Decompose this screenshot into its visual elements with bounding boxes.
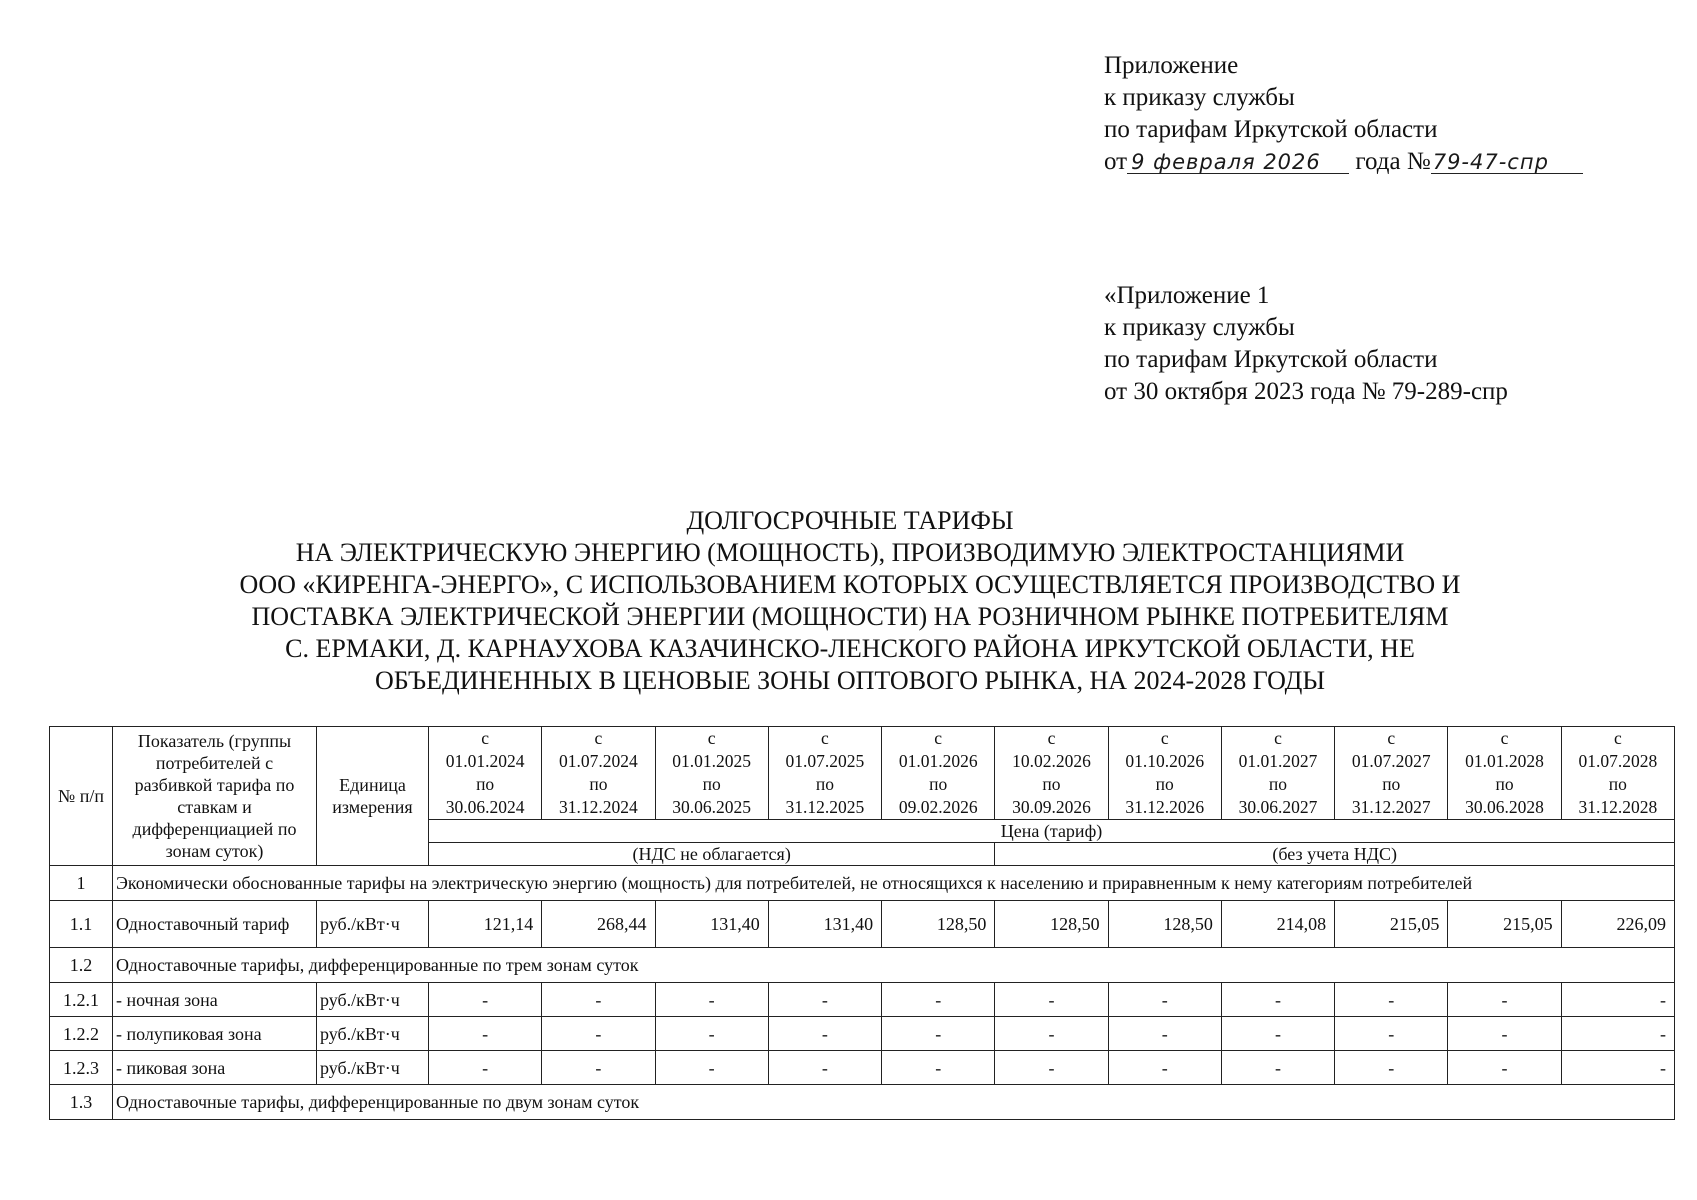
period-to-word: по	[476, 774, 495, 794]
tariff-value-cell: -	[1561, 983, 1674, 1017]
tariff-value-cell: 131,40	[655, 901, 768, 948]
row-unit: руб./кВт·ч	[317, 901, 429, 948]
tariff-value-cell: 215,05	[1335, 901, 1448, 948]
period-from-word: с	[1160, 728, 1169, 748]
row-label: - полупиковая зона	[113, 1017, 317, 1051]
appendix-header	[1104, 50, 1583, 178]
title-line: ОБЪЕДИНЕННЫХ В ЦЕНОВЫЕ ЗОНЫ ОПТОВОГО РЫНКА, НА 2024-2028 ГОДЫ	[375, 666, 1325, 695]
period-to-word: по	[815, 774, 834, 794]
vat-excluded-label: (без учета НДС)	[995, 843, 1675, 866]
tariff-value-cell: 121,14	[429, 901, 542, 948]
row-num: 1.3	[50, 1085, 113, 1120]
period-header	[768, 727, 881, 820]
tariff-value-cell: -	[542, 1017, 655, 1051]
tariff-value-cell: 215,05	[1448, 901, 1561, 948]
period-to-word: по	[1042, 774, 1061, 794]
period-from-word: с	[934, 728, 943, 748]
period-header	[429, 727, 542, 820]
period-from: 01.01.2027	[1238, 751, 1318, 771]
period-from: 01.01.2024	[445, 751, 525, 771]
period-to-word: по	[1155, 774, 1174, 794]
tariff-value-cell: -	[995, 983, 1108, 1017]
tariff-value-cell: -	[882, 983, 995, 1017]
table-row	[50, 948, 1675, 983]
period-from: 01.01.2026	[898, 751, 978, 771]
tariff-value-cell: -	[655, 983, 768, 1017]
tariff-value-cell: 226,09	[1561, 901, 1674, 948]
tariff-value-cell: -	[768, 1017, 881, 1051]
col-header-unit: Единица измерения	[317, 727, 429, 866]
period-to-word: по	[1268, 774, 1288, 794]
tariff-value-cell: -	[429, 983, 542, 1017]
tariff-value-cell: -	[1335, 1051, 1448, 1085]
tariff-value-cell: 128,50	[882, 901, 995, 948]
row-num: 1.1	[50, 901, 113, 948]
period-to-word: по	[1608, 774, 1627, 794]
tariff-value-cell: -	[1108, 1017, 1221, 1051]
section-title: Одноставочные тарифы, дифференцированные по трем зонам суток	[113, 948, 1675, 983]
row-label: - пиковая зона	[113, 1051, 317, 1085]
period-from: 01.01.2025	[672, 751, 752, 771]
period-header	[1561, 727, 1674, 820]
tariff-value-cell: -	[1335, 1017, 1448, 1051]
period-from: 01.07.2024	[559, 751, 638, 771]
title-line: ООО «КИРЕНГА-ЭНЕРГО», С ИСПОЛЬЗОВАНИЕМ КОТОРЫХ ОСУЩЕСТВЛЯЕТСЯ ПРОИЗВОДСТВО И	[239, 570, 1461, 599]
tariff-value-cell: -	[768, 983, 881, 1017]
tariff-value-cell: -	[655, 1017, 768, 1051]
period-to: 30.06.2027	[1238, 797, 1318, 817]
title-line: НА ЭЛЕКТРИЧЕСКУЮ ЭНЕРГИЮ (МОЩНОСТЬ), ПРОИЗВОДИМУЮ ЭЛЕКТРОСТАНЦИЯМИ	[295, 538, 1405, 567]
period-to: 30.06.2025	[672, 797, 752, 817]
tariff-value-cell: -	[429, 1051, 542, 1085]
table-row	[50, 1085, 1675, 1120]
period-from: 01.07.2028	[1578, 751, 1658, 771]
appendix1-header	[1104, 280, 1508, 408]
tariff-value-cell: -	[1221, 983, 1334, 1017]
row-num: 1	[50, 866, 113, 901]
period-from: 01.01.2028	[1465, 751, 1544, 771]
tariff-value-cell: -	[429, 1017, 542, 1051]
table-row	[50, 866, 1675, 901]
section-title: Одноставочные тарифы, дифференцированные по двум зонам суток	[113, 1085, 1675, 1120]
period-header	[1221, 727, 1334, 820]
tariff-value-cell: 128,50	[995, 901, 1108, 948]
title-line: С. ЕРМАКИ, Д. КАРНАУХОВА КАЗАЧИНСКО-ЛЕНСКОГО РАЙОНА ИРКУТСКОЙ ОБЛАСТИ, НЕ	[285, 634, 1415, 663]
section-title: Экономически обоснованные тарифы на электрическую энергию (мощность) для потребителей, не относящихся к населению и приравненным к нему категориям потребителей	[113, 866, 1675, 901]
row-unit: руб./кВт·ч	[317, 983, 429, 1017]
period-header	[882, 727, 995, 820]
date-prefix: от	[1104, 148, 1128, 175]
period-from-word: с	[594, 728, 603, 748]
tariff-value-cell: -	[542, 1051, 655, 1085]
tariff-value-cell: -	[1561, 1051, 1674, 1085]
table-row	[50, 1017, 1675, 1051]
appendix-line: по тарифам Иркутской области	[1104, 116, 1438, 143]
period-to-word: по	[702, 774, 721, 794]
period-from: 10.02.2026	[1012, 751, 1091, 771]
period-to: 31.12.2028	[1578, 797, 1658, 817]
period-from-word: с	[1274, 728, 1282, 748]
period-to: 30.06.2024	[445, 797, 525, 817]
handwritten-date: 9 февраля 2026	[1127, 151, 1349, 174]
tariff-value-cell: 131,40	[768, 901, 881, 948]
handwritten-order-number: 79-47-спр	[1431, 151, 1583, 174]
period-to: 31.12.2026	[1125, 797, 1205, 817]
table-header-row	[50, 727, 1675, 820]
period-from: 01.10.2026	[1125, 751, 1205, 771]
row-unit: руб./кВт·ч	[317, 1051, 429, 1085]
vat-exempt-label: (НДС не облагается)	[429, 843, 995, 866]
period-header	[1108, 727, 1221, 820]
period-to: 31.12.2024	[559, 797, 638, 817]
row-num: 1.2.2	[50, 1017, 113, 1051]
period-to: 31.12.2027	[1351, 797, 1431, 817]
period-from-word: с	[821, 728, 829, 748]
tariff-value-cell: -	[882, 1051, 995, 1085]
period-to: 09.02.2026	[898, 797, 978, 817]
row-num: 1.2.3	[50, 1051, 113, 1085]
document-title	[40, 505, 1660, 697]
tariff-value-cell: 214,08	[1221, 901, 1334, 948]
period-from-word: с	[1047, 728, 1056, 748]
period-from-word: с	[481, 728, 490, 748]
col-header-num: № п/п	[50, 727, 113, 866]
tariff-value-cell: -	[655, 1051, 768, 1085]
period-header	[1335, 727, 1448, 820]
tariff-value-cell: -	[995, 1051, 1108, 1085]
period-header	[542, 727, 655, 820]
period-header	[995, 727, 1108, 820]
period-to: 30.09.2026	[1012, 797, 1091, 817]
date-mid: года №	[1355, 148, 1431, 175]
tariff-value-cell: -	[995, 1017, 1108, 1051]
row-label: - ночная зона	[113, 983, 317, 1017]
tariff-value-cell: -	[882, 1017, 995, 1051]
period-from-word: с	[1613, 728, 1622, 748]
row-unit: руб./кВт·ч	[317, 1017, 429, 1051]
appendix1-line: «Приложение 1	[1104, 282, 1270, 309]
tariff-value-cell: -	[1561, 1017, 1674, 1051]
row-label: Одноставочный тариф	[113, 901, 317, 948]
period-to: 31.12.2025	[785, 797, 865, 817]
period-from-word: с	[1500, 728, 1509, 748]
period-from: 01.07.2025	[785, 751, 865, 771]
period-from-word: с	[707, 728, 716, 748]
row-num: 1.2	[50, 948, 113, 983]
tariff-value-cell: -	[1448, 1051, 1561, 1085]
period-to-word: по	[1382, 774, 1401, 794]
tariff-value-cell: -	[1108, 1051, 1221, 1085]
appendix-line: Приложение	[1104, 52, 1239, 79]
tariff-value-cell: -	[1108, 983, 1221, 1017]
tariff-value-cell: -	[768, 1051, 881, 1085]
tariff-value-cell: -	[1448, 983, 1561, 1017]
period-to-word: по	[589, 774, 608, 794]
tariff-value-cell: -	[1221, 1051, 1334, 1085]
period-header	[1448, 727, 1561, 820]
tariff-value-cell: 128,50	[1108, 901, 1221, 948]
appendix1-line: к приказу службы	[1104, 314, 1295, 341]
period-to-word: по	[929, 774, 948, 794]
tariff-value-cell: 268,44	[542, 901, 655, 948]
period-from: 01.07.2027	[1351, 751, 1431, 771]
table-row	[50, 901, 1675, 948]
period-from-word: с	[1387, 728, 1396, 748]
period-header	[655, 727, 768, 820]
table-row	[50, 983, 1675, 1017]
title-line: ДОЛГОСРОЧНЫЕ ТАРИФЫ	[686, 506, 1014, 535]
tariff-table	[49, 726, 1675, 1120]
col-header-indicator: Показатель (группы потребителей с разбивкой тарифа по ставкам и дифференциацией по зонам суток)	[113, 727, 317, 866]
appendix-date-line	[1104, 146, 1583, 178]
tariff-value-cell: -	[1448, 1017, 1561, 1051]
tariff-value-cell: -	[1221, 1017, 1334, 1051]
period-to: 30.06.2028	[1465, 797, 1544, 817]
appendix-line: к приказу службы	[1104, 84, 1295, 111]
title-line: ПОСТАВКА ЭЛЕКТРИЧЕСКОЙ ЭНЕРГИИ (МОЩНОСТИ) НА РОЗНИЧНОМ РЫНКЕ ПОТРЕБИТЕЛЯМ	[251, 602, 1449, 631]
appendix1-line: по тарифам Иркутской области	[1104, 346, 1438, 373]
tariff-value-cell: -	[1335, 983, 1448, 1017]
appendix1-line: от 30 октября 2023 года № 79-289-спр	[1104, 378, 1508, 405]
period-to-word: по	[1495, 774, 1514, 794]
price-label: Цена (тариф)	[429, 820, 1675, 843]
table-row	[50, 1051, 1675, 1085]
row-num: 1.2.1	[50, 983, 113, 1017]
tariff-value-cell: -	[542, 983, 655, 1017]
